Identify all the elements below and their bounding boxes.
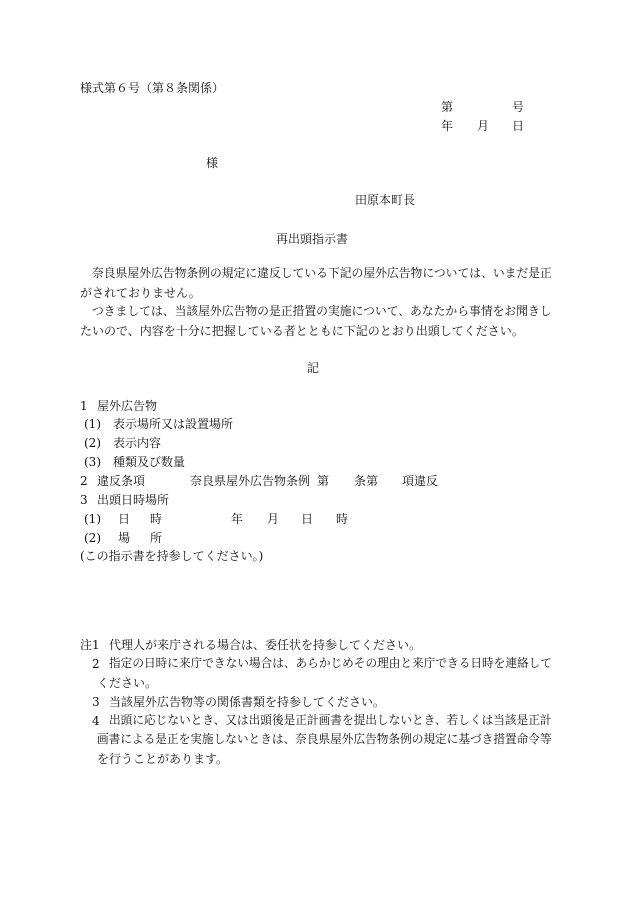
item-3-1-year: 年 <box>231 512 244 526</box>
item-3-1-month: 月 <box>267 512 280 526</box>
doc-number-suffix: 号 <box>512 100 525 114</box>
form-label: 様式第６号（第８条関係） <box>80 81 225 95</box>
item-3-1-label-b: 時 <box>150 512 163 526</box>
item-1-1-num: (1) <box>84 417 101 431</box>
body-p2-line1: つきましては、当該屋外広告物の是正措置の実施について、あなたから事情をお聞きし <box>92 304 552 318</box>
item-3-1-num: (1) <box>84 512 101 526</box>
note-3-num: 3 <box>92 695 100 709</box>
item-1-2-label: 表示内容 <box>113 436 162 450</box>
date-month: 月 <box>477 119 490 133</box>
item-2-dai: 第 <box>317 474 330 488</box>
item-2-num: 2 <box>80 474 88 488</box>
item-3-num: 3 <box>80 493 88 507</box>
item-1-2-num: (2) <box>84 436 101 450</box>
bring-note: (この指示書を持参してください。) <box>80 549 264 563</box>
item-2-kou: 項違反 <box>402 474 439 488</box>
note-1-num: 注1 <box>80 638 100 652</box>
item-3-label: 出頭日時場所 <box>97 493 170 507</box>
item-2-label: 違反条項 <box>97 474 146 488</box>
item-1-3-num: (3) <box>84 455 101 469</box>
date-year: 年 <box>441 119 454 133</box>
note-4-line1: 出頭に応じないとき、又は出頭後是正計画書を提出しないとき、若しくは当該是正計 <box>109 713 552 727</box>
note-4-line2: 画書による是正を実施しないときは、奈良県屋外広告物条例の規定に基づき措置命令等 <box>97 732 552 746</box>
item-3-2-num: (2) <box>84 531 101 545</box>
item-3-1-label-a: 日 <box>118 512 131 526</box>
issuer: 田原本町長 <box>355 193 416 207</box>
item-3-1-hour: 時 <box>336 512 349 526</box>
ki-heading: 記 <box>307 361 320 375</box>
body-p2-line2: たいので、内容を十分に把握している者とともに下記のとおり出頭してください。 <box>80 324 524 338</box>
date-day: 日 <box>512 119 525 133</box>
note-2-line2: ください。 <box>97 676 158 690</box>
doc-number-prefix: 第 <box>441 100 454 114</box>
item-2-jou: 条第 <box>354 474 379 488</box>
item-2-law: 奈良県屋外広告物条例 <box>190 474 311 488</box>
item-3-2-label-a: 場 <box>118 531 131 545</box>
item-1-num: 1 <box>80 399 88 413</box>
body-p1-line2: がされておりません。 <box>80 286 201 300</box>
body-p1-line1: 奈良県屋外広告物条例の規定に違反している下記の屋外広告物については、いまだ是正 <box>92 266 552 280</box>
note-3-text: 当該屋外広告物等の関係書類を持参してください。 <box>109 695 386 709</box>
item-1-1-label: 表示場所又は設置場所 <box>113 417 234 431</box>
item-1-label: 屋外広告物 <box>97 399 158 413</box>
note-1-text: 代理人が来庁される場合は、委任状を持参してください。 <box>109 638 422 652</box>
item-1-3-label: 種類及び数量 <box>113 455 186 469</box>
document-title: 再出頭指示書 <box>276 232 349 246</box>
note-4-line3: を行うことがあります。 <box>97 752 229 766</box>
note-2-line1: 指定の日時に来庁できない場合は、あらかじめその理由と来庁できる日時を連絡して <box>109 656 552 670</box>
item-3-1-day: 日 <box>301 512 314 526</box>
item-3-2-label-b: 所 <box>150 531 163 545</box>
addressee-honorific: 様 <box>206 156 219 170</box>
note-4-num: 4 <box>92 714 100 728</box>
note-2-num: 2 <box>92 657 100 671</box>
